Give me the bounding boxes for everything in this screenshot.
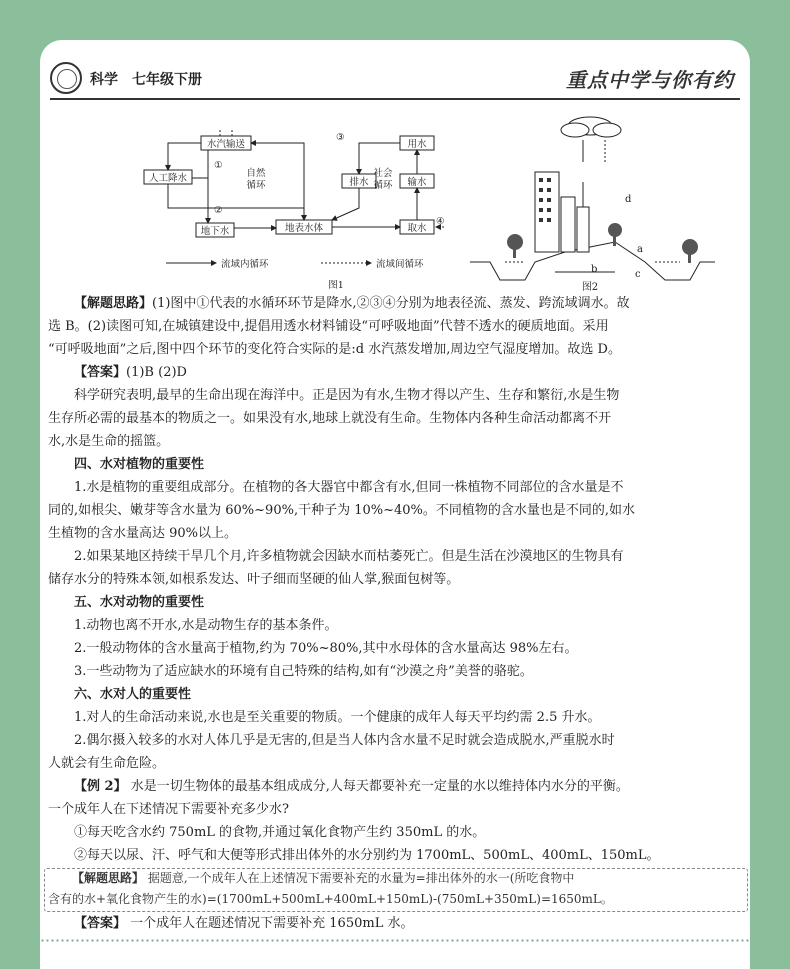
use-water-label: 用水: [407, 139, 427, 150]
animals-line-1: 1.动物也离不开水,水是动物生存的基本条件。: [74, 618, 338, 633]
social-cycle-label-2: 循环: [373, 180, 393, 191]
transport-water-label: 输水: [407, 177, 427, 188]
artificial-rain-label: 人工降水: [148, 173, 188, 184]
section-6-heading: 六、水对人的重要性: [74, 687, 192, 702]
intro-line-2: 生存所必需的最基本的物质之一。如果没有水,地球上就没有生命。生物体内各种生命活动都离不开: [48, 411, 612, 426]
school-logo-icon: [50, 62, 82, 94]
figure1-caption: 图1: [328, 280, 344, 291]
page-header: [50, 60, 740, 100]
plants-line-1: 1.水是植物的重要组成部分。在植物的各大器官中都含有水,但同一株植物不同部位的含水量是不: [74, 480, 624, 495]
drain-label: 排水: [349, 177, 369, 188]
section-5-heading: 五、水对动物的重要性: [74, 595, 205, 610]
plants-line-4: 2.如果某地区持续干旱几个月,许多植物就会因缺水而枯萎死亡。但是生活在沙漠地区的生物具有: [74, 549, 624, 564]
humans-line-3: 人就会有生命危险。: [48, 756, 166, 771]
surface-water-label: 地表水体: [284, 223, 324, 234]
analysis-1-line-1: 【解题思路】(1)图中①代表的水循环环节是降水,②③④分别为地表径流、蒸发、跨流域调水。故: [74, 296, 630, 311]
figure2-caption: 图2: [581, 282, 599, 292]
label-b: b: [591, 264, 598, 275]
vapor-label: 水汽输送: [206, 139, 246, 150]
marker-3: ③: [336, 132, 345, 143]
intro-line-1: 科学研究表明,最早的生命出现在海洋中。正是因为有水,生物才得以产生、生存和繁衍,水是生物: [74, 388, 620, 403]
subject-label: 科学: [90, 72, 118, 88]
natural-cycle-label-2: 循环: [246, 180, 266, 191]
plants-line-5: 储存水分的特殊本领,如根系发达、叶子细而坚硬的仙人掌,猴面包树等。: [48, 572, 460, 587]
analysis-2-line-1: 【解题思路】 据题意,一个成年人在上述情况下需要补充的水量为=排出体外的水一(所吃食物中: [72, 871, 575, 885]
example-2-condition-2: ②每天以尿、汗、呼气和大便等形式排出体外的水分别约为 1700mL、500mL、400mL、150mL。: [74, 848, 660, 863]
answer-2: 【答案】 一个成年人在题述情况下需要补充 1650mL 水。: [74, 916, 414, 931]
section-4-heading: 四、水对植物的重要性: [74, 457, 205, 472]
figure1-water-cycle-diagram: [136, 128, 456, 293]
buildings-icon: [535, 172, 589, 252]
plants-line-3: 生植物的含水量高达 90%以上。: [48, 526, 238, 541]
example-2-line-2: 一个成年人在下述情况下需要补充多少水?: [48, 802, 289, 817]
label-d: d: [625, 194, 632, 205]
example-2-condition-1: ①每天吃含水约 750mL 的食物,并通过氧化食物产生约 350mL 的水。: [74, 825, 486, 840]
animals-line-2: 2.一般动物体的含水量高于植物,约为 70%~80%,其中水母体的含水量高达 98%左右。: [74, 641, 578, 656]
natural-cycle-label-1: 自然: [246, 168, 266, 179]
humans-line-2: 2.偶尔摄入较多的水对人体几乎是无害的,但是当人体内含水量不足时就会造成脱水,严重脱水时: [74, 733, 615, 748]
book-info: [90, 69, 216, 89]
bottom-dotted-divider: [40, 938, 750, 943]
grade-label: 七年级下册: [132, 72, 202, 88]
intro-line-3: 水,水是生命的摇篮。: [48, 434, 170, 449]
legend-inner-label: 流域内循环: [221, 259, 269, 270]
header-divider: [50, 98, 740, 100]
answer-1: 【答案】(1)B (2)D: [74, 365, 187, 380]
analysis-1-line-2: 选 B。(2)读图可知,在城镇建设中,提倡用透水材料铺设“可呼吸地面”代替不透水的硬质地面。采用: [48, 319, 609, 334]
example-2-line-1: 【例 2】 水是一切生物体的最基本组成成分,人每天都要补充一定量的水以维持体内水分的平衡。: [74, 779, 629, 794]
take-water-label: 取水: [407, 223, 427, 234]
page: [40, 40, 750, 969]
marker-4: ④: [436, 216, 445, 227]
marker-2: ②: [214, 205, 223, 216]
label-a: a: [637, 244, 643, 255]
figure2-city-water-illustration: [465, 112, 715, 292]
series-title: 重点中学与你有约: [566, 68, 734, 92]
marker-1: ①: [214, 160, 223, 171]
analysis-2-line-2: 含有的水+氧化食物产生的水)=(1700mL+500mL+400mL+150mL)-(750mL+350mL)=1650mL。: [48, 892, 613, 906]
groundwater-label: 地下水: [200, 226, 230, 237]
legend-between-label: 流域间循环: [376, 259, 424, 270]
cloud-icon: [561, 117, 621, 137]
humans-line-1: 1.对人的生命活动来说,水也是至关重要的物质。一个健康的成年人每天平均约需 2.5 升水。: [74, 710, 601, 725]
analysis-1-line-3: “可呼吸地面”之后,图中四个环节的变化符合实际的是:d 水汽蒸发增加,周边空气湿度增加。故选 D。: [48, 342, 621, 357]
label-c: c: [635, 269, 641, 280]
animals-line-3: 3.一些动物为了适应缺水的环境有自己特殊的结构,如有“沙漠之舟”美誉的骆驼。: [74, 664, 533, 679]
plants-line-2: 同的,如根尖、嫩芽等含水量为 60%~90%,干种子为 10%~40%。不同植物的含水量也是不同的,如水: [48, 503, 636, 518]
social-cycle-label-1: 社会: [373, 168, 393, 179]
